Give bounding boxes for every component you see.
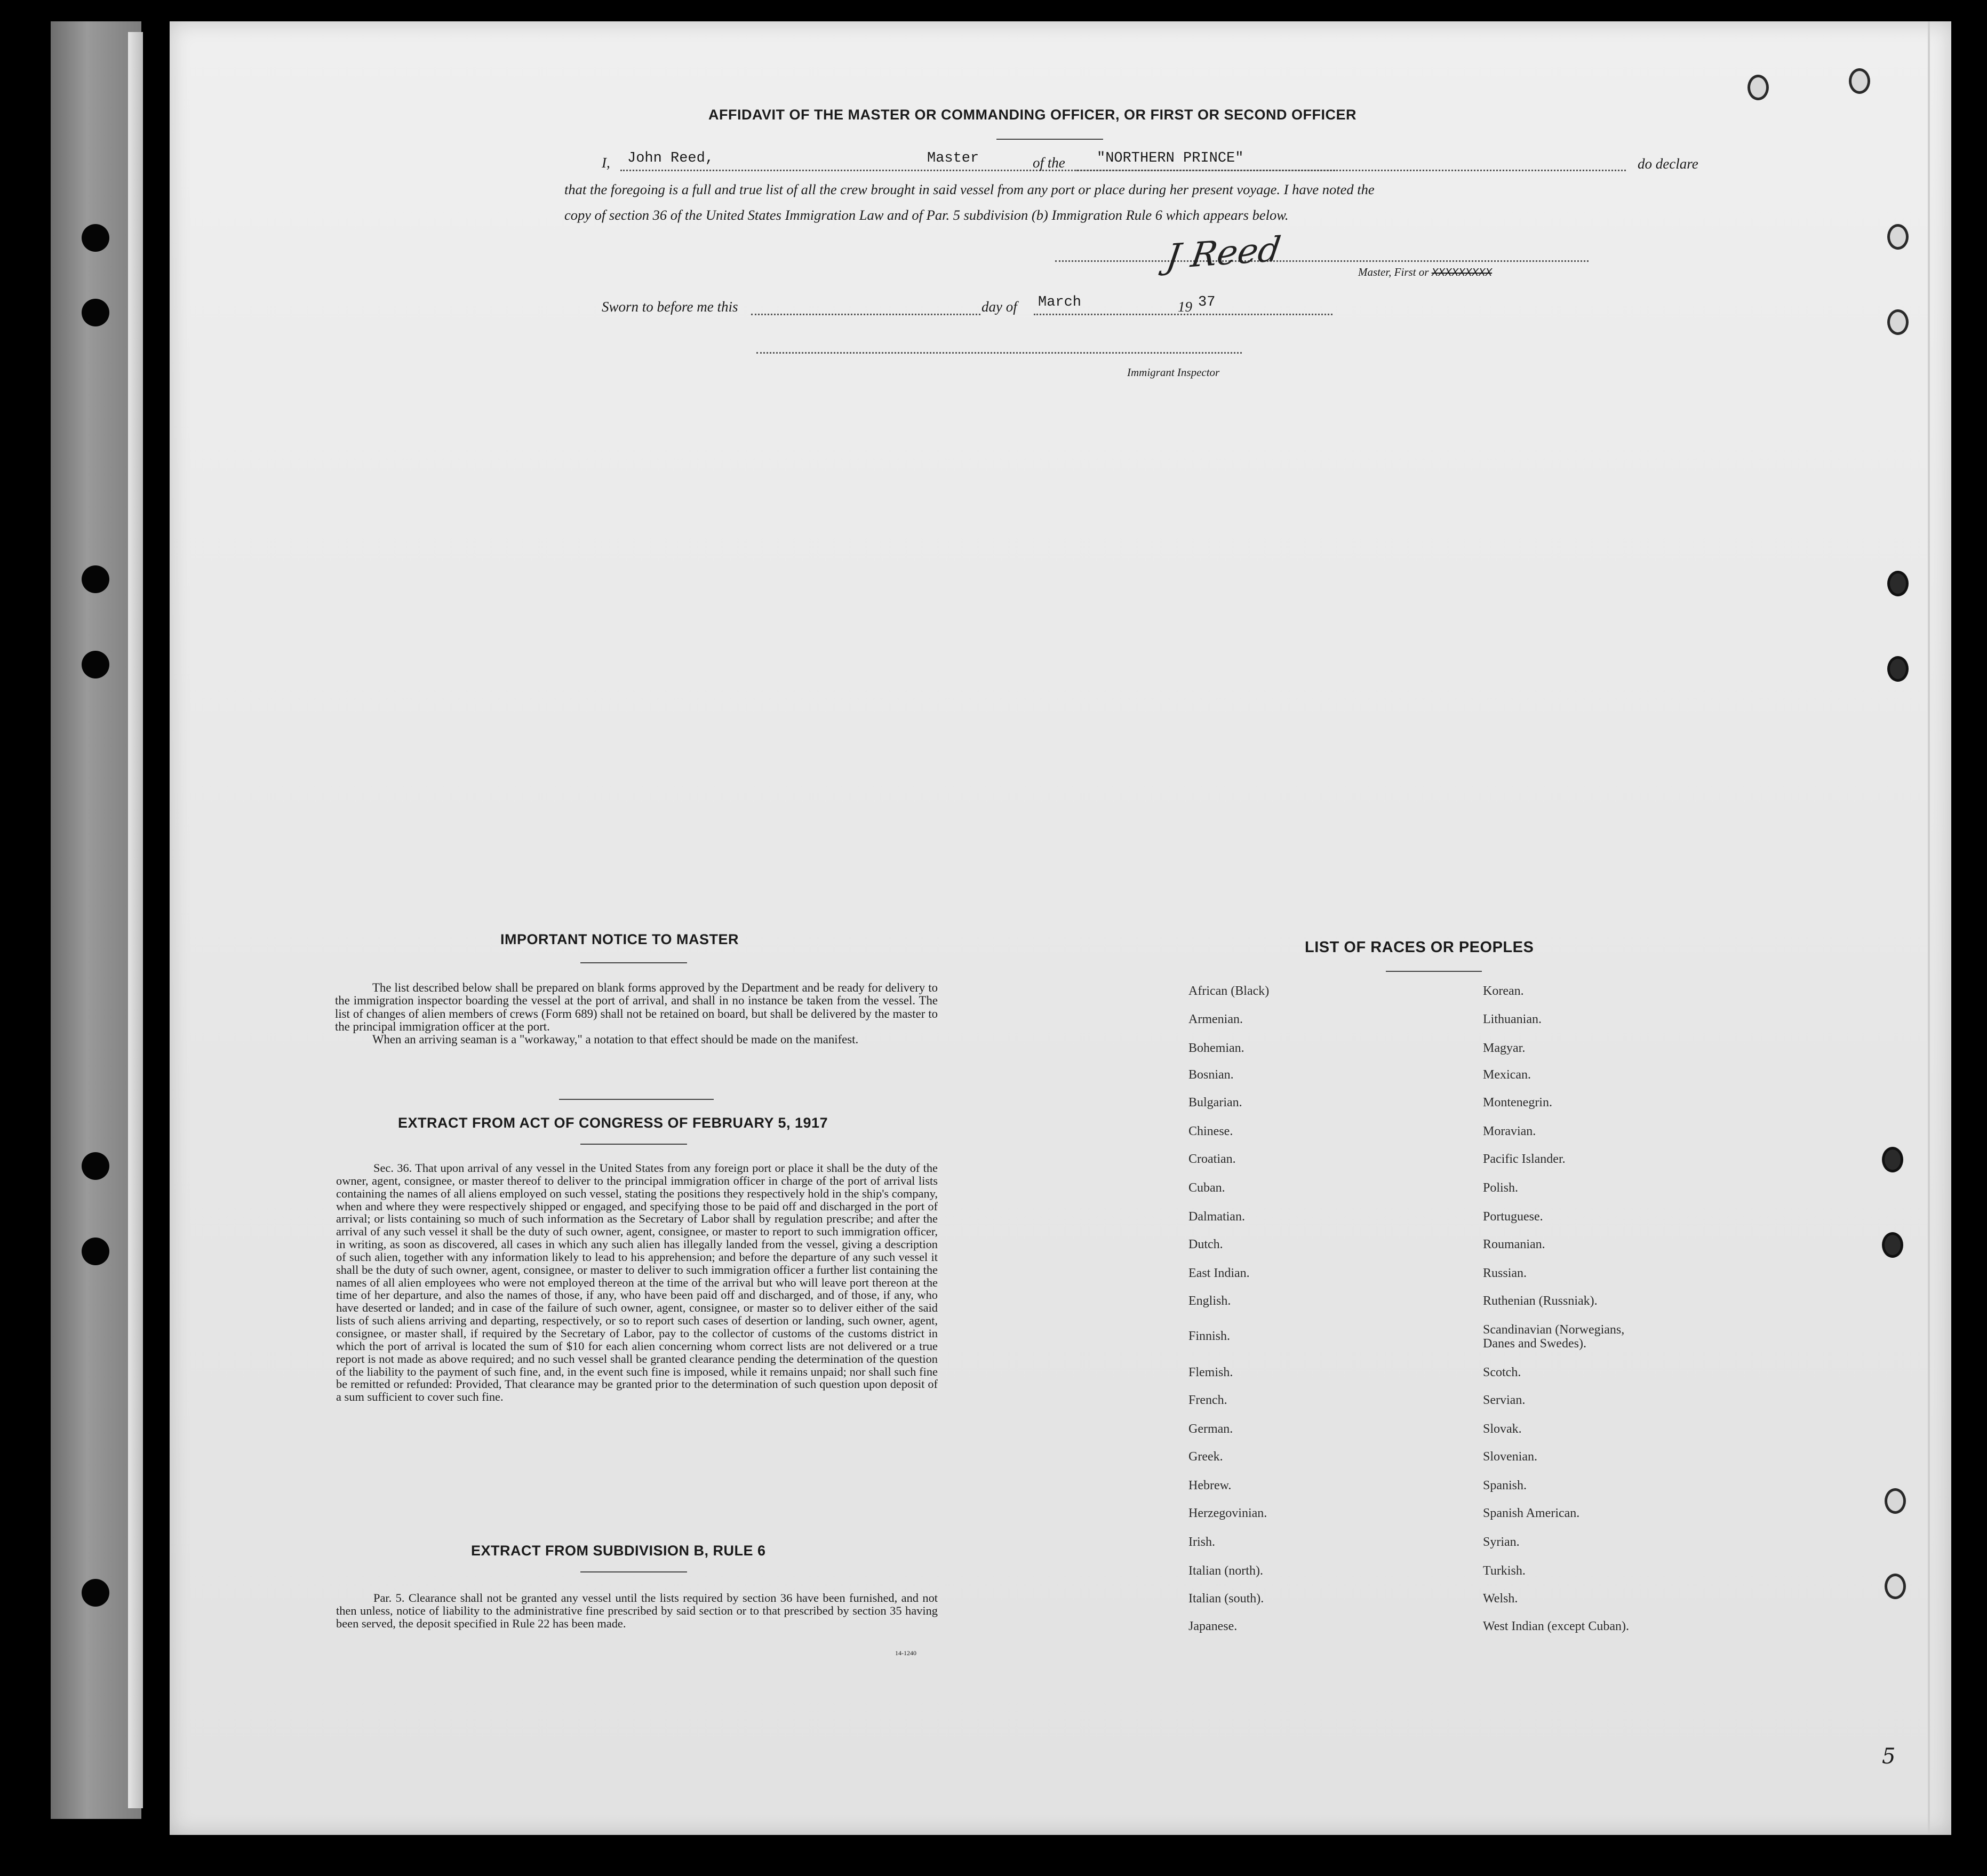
struck-text: XXXXXXXXX	[1431, 267, 1493, 280]
signature-caption	[1358, 266, 1492, 280]
race-item: Dalmatian.	[1188, 1210, 1245, 1224]
extract1-paragraph: Sec. 36. That upon arrival of any vessel in the United States from any foreign port or place it shall be the duty of the owner, agent, consignee, or master thereof to deliver to the principal immigration officer in charge of the port of arrival lists containing the names of all aliens employed on such vessel, stating the positions they respectively hold in the ship's company, when and where they were respectively shipped or engaged, and specifying those to be paid off and discharged in the port of arrival; or lists containing so much of such information as the Secretary of Labor shall by regulation prescribe; and after the arrival of any such vessel it shall be the duty of such owner, agent, consignee, or master to report to such immigration officer, in writing, as soon as discovered, all cases in which any such alien has illegally landed from the vessel, giving a description of such alien, together with any information likely to lead to his apprehension; and before the departure of any such vessel it shall be the duty of such owner, agent, consignee, or master to deliver to such immigration officer a further list containing the names of all alien employees who were not employed thereon at the time of the arrival but who will leave port thereon at the time of her departure, and also the names of those, if any, who have been paid off and discharged, and of those, if any, who have deserted or landed; and in case of the failure of such owner, agent, consignee, or master so to deliver either of the said lists of such aliens arriving and departing, respectively, or so to report such cases of desertion or landing, such owner, agent, consignee, or master shall, if required by the Secretary of Labor, pay to the collector of customs of the customs district in which the port of arrival is located the sum of $10 for each alien concerning whom correct lists are not delivered or a true report is not made as above required; and no such vessel shall be granted clearance pending the determination of the question of the liability to the payment of such fine, and, in the event such fine is imposed, while it remains unpaid; nor shall such fine be remitted or refunded: Provided, That clearance may be granted prior to the determination of such question upon deposit of a sum sufficient to cover such fine.	[336, 1161, 938, 1404]
race-item: Scotch.	[1483, 1366, 1521, 1379]
extract1-body	[336, 1162, 938, 1403]
punch-hole	[82, 565, 109, 593]
divider	[580, 1144, 687, 1145]
race-item: Slovak.	[1483, 1422, 1522, 1436]
document-page	[170, 21, 1951, 1835]
affidavit-line-3: copy of section 36 of the United States Immigration Law and of Par. 5 subdivision (b) Immigration Rule 6 which appears below.	[564, 207, 1289, 223]
notice-title: IMPORTANT NOTICE TO MASTER	[500, 931, 739, 947]
fill-line	[1076, 170, 1626, 171]
notice-paragraph: The list described below shall be prepared on blank forms approved by the Department and be ready for delivery to the immigration inspector boarding the vessel at the port of arrival, and shall in no instance be taken from the vessel. The list of changes of alien members of crews (Form 689) shall not be retained on board, but shall be delivered by the master to the principal immigration officer at the port.	[335, 981, 938, 1033]
binder-ring	[1882, 1232, 1903, 1258]
race-item: African (Black)	[1188, 984, 1270, 998]
race-item: Cuban.	[1188, 1181, 1225, 1195]
binder-ring	[1887, 309, 1909, 335]
race-item: Turkish.	[1483, 1564, 1526, 1578]
year-suffix: 37	[1198, 294, 1216, 310]
binder-ring	[1887, 571, 1909, 596]
race-item: Welsh.	[1483, 1592, 1518, 1606]
month: March	[1038, 294, 1082, 310]
race-item: Dutch.	[1188, 1238, 1223, 1251]
vessel-name: "NORTHERN PRINCE"	[1097, 150, 1244, 166]
form-code: 14-1240	[895, 1649, 916, 1657]
race-item: Finnish.	[1188, 1329, 1231, 1343]
race-item: Croatian.	[1188, 1152, 1236, 1166]
declare-label: do declare	[1638, 156, 1698, 172]
punch-hole	[82, 1152, 109, 1180]
divider	[580, 1571, 687, 1572]
race-item: Italian (north).	[1188, 1564, 1263, 1578]
race-item: Ruthenian (Russniak).	[1483, 1294, 1598, 1308]
binder-ring	[1882, 1147, 1903, 1172]
race-item: German.	[1188, 1422, 1233, 1436]
extract2-body	[336, 1592, 938, 1630]
race-item: Moravian.	[1483, 1124, 1536, 1138]
page-edge	[1928, 21, 1930, 1835]
race-item: Mexican.	[1483, 1068, 1531, 1082]
rank: Master	[927, 150, 979, 166]
race-item: Korean.	[1483, 984, 1524, 998]
race-item: West Indian (except Cuban).	[1483, 1619, 1629, 1633]
race-item: Irish.	[1188, 1535, 1215, 1549]
page-number: 5	[1882, 1744, 1896, 1769]
signature: J Reed	[1163, 229, 1283, 277]
race-item: Japanese.	[1188, 1619, 1238, 1633]
divider	[996, 139, 1103, 140]
inspector-line	[756, 352, 1242, 354]
race-item: Slovenian.	[1483, 1450, 1537, 1464]
extract1-title: EXTRACT FROM ACT OF CONGRESS OF FEBRUARY 5, 1917	[398, 1115, 828, 1131]
divider	[559, 1099, 714, 1100]
race-item: Bulgarian.	[1188, 1096, 1242, 1109]
race-item: Syrian.	[1483, 1535, 1520, 1549]
binder-ring	[1885, 1574, 1906, 1599]
fill-line	[751, 314, 980, 315]
race-item: Flemish.	[1188, 1366, 1233, 1379]
race-item: Portuguese.	[1483, 1210, 1543, 1224]
race-item: Herzegovinian.	[1188, 1506, 1267, 1520]
binding-edge	[128, 32, 143, 1808]
punch-hole	[82, 224, 109, 252]
race-item: Russian.	[1483, 1266, 1527, 1280]
race-item: English.	[1188, 1294, 1231, 1308]
race-item: Magyar.	[1483, 1041, 1526, 1055]
race-item: Spanish American.	[1483, 1506, 1580, 1520]
race-item: Lithuanian.	[1483, 1012, 1542, 1026]
signature-caption-text: Master, First or	[1358, 266, 1429, 278]
notice-body	[335, 981, 938, 1046]
punch-hole	[82, 299, 109, 326]
signature-line	[1055, 260, 1589, 262]
inspector-label: Immigrant Inspector	[1127, 366, 1220, 379]
race-item: Hebrew.	[1188, 1479, 1232, 1492]
affidavit-line-2: that the foregoing is a full and true list of all the crew brought in said vessel from any port or place during her present voyage. I have noted the	[564, 181, 1375, 197]
race-item: Italian (south).	[1188, 1592, 1264, 1606]
master-name: John Reed,	[627, 150, 714, 166]
extract2-paragraph: Par. 5. Clearance shall not be granted any vessel until the lists required by section 36 have been furnished, and not then unless, notice of liability to the administrative fine prescribed by said section or to that prescribed by section 35 having been served, the deposit specified in Rule 22 has been made.	[336, 1591, 938, 1630]
punch-hole	[82, 1579, 109, 1607]
race-item: Spanish.	[1483, 1479, 1527, 1492]
binder-ring	[1887, 656, 1909, 682]
punch-hole	[82, 1238, 109, 1265]
pronoun: I,	[602, 155, 610, 171]
races-title: LIST OF RACES OR PEOPLES	[1305, 939, 1534, 956]
race-item: Pacific Islander.	[1483, 1152, 1566, 1166]
extract2-title: EXTRACT FROM SUBDIVISION B, RULE 6	[471, 1543, 766, 1559]
race-item: Greek.	[1188, 1450, 1223, 1464]
year-prefix: 19	[1178, 299, 1192, 315]
race-item: Roumanian.	[1483, 1238, 1545, 1251]
race-item: Bohemian.	[1188, 1041, 1244, 1055]
binder-ring	[1885, 1488, 1906, 1514]
race-item: Polish.	[1483, 1181, 1519, 1195]
of-label: of the	[1033, 155, 1065, 171]
binder-ring	[1747, 75, 1769, 100]
race-item: Bosnian.	[1188, 1068, 1234, 1082]
notice-paragraph: When an arriving seaman is a "workaway," a notation to that effect should be made on the manifest.	[372, 1033, 859, 1047]
punch-hole	[82, 651, 109, 678]
race-item: Montenegrin.	[1483, 1096, 1552, 1109]
affidavit-title: AFFIDAVIT OF THE MASTER OR COMMANDING OFFICER, OR FIRST OR SECOND OFFICER	[708, 107, 1356, 123]
race-item: Scandinavian (Norwegians, Danes and Swedes).	[1483, 1323, 1625, 1351]
race-item: Servian.	[1483, 1393, 1526, 1407]
day-of-label: day of	[981, 299, 1017, 315]
race-item: Chinese.	[1188, 1124, 1233, 1138]
divider	[1386, 971, 1482, 972]
divider	[580, 962, 687, 963]
binder-ring	[1887, 224, 1909, 250]
race-item: Armenian.	[1188, 1012, 1243, 1026]
race-item: East Indian.	[1188, 1266, 1250, 1280]
race-item: French.	[1188, 1393, 1227, 1407]
binder-ring	[1849, 68, 1870, 94]
sworn-label: Sworn to before me this	[602, 299, 738, 315]
